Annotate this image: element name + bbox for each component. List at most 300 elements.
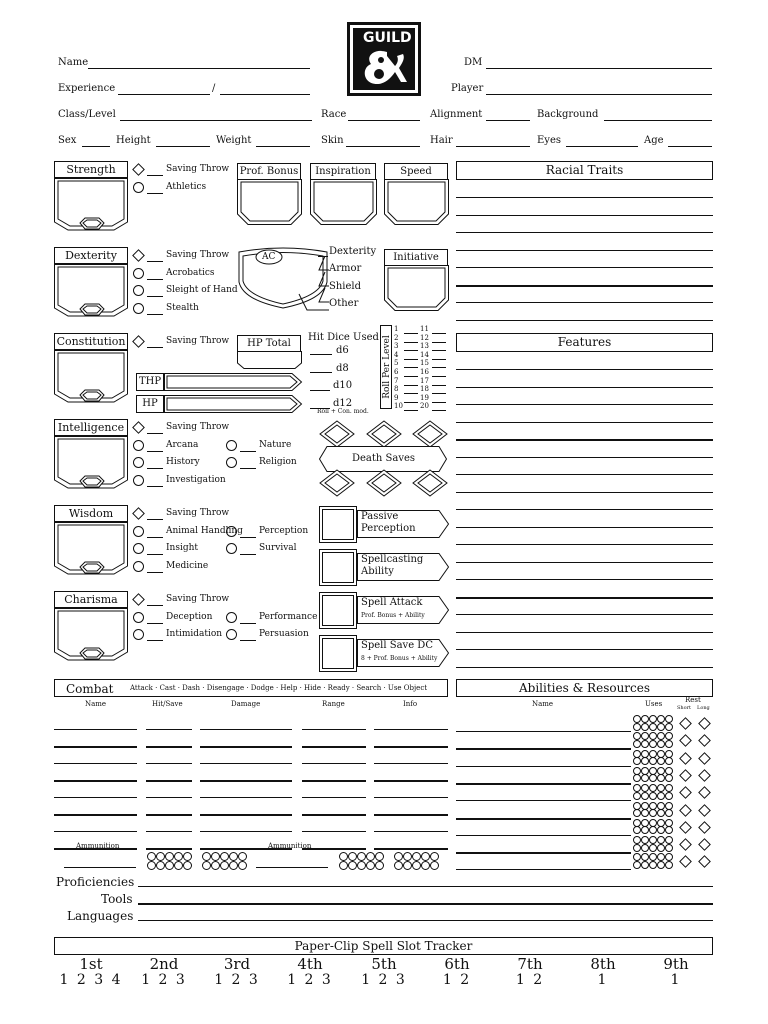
attack-cell[interactable] xyxy=(146,831,192,832)
long-rest-diamond[interactable] xyxy=(698,717,711,730)
thp-field[interactable] xyxy=(164,373,302,391)
level-roll-field[interactable] xyxy=(432,385,446,386)
use-circle[interactable] xyxy=(641,861,649,869)
attack-cell[interactable] xyxy=(200,780,292,782)
attack-cell[interactable] xyxy=(200,729,292,730)
attack-cell[interactable] xyxy=(200,831,292,832)
resource-name-line[interactable] xyxy=(456,869,631,870)
attack-cell[interactable] xyxy=(302,746,366,748)
death-save-diamond[interactable] xyxy=(366,420,402,448)
long-rest-diamond[interactable] xyxy=(698,804,711,817)
ammo-circle[interactable] xyxy=(238,852,247,861)
level-roll-field[interactable] xyxy=(404,402,418,403)
use-circle[interactable] xyxy=(633,774,641,782)
resource-name-line[interactable] xyxy=(456,852,631,854)
short-rest-diamond[interactable] xyxy=(679,786,692,799)
use-circle[interactable] xyxy=(633,784,641,792)
ammo-circle[interactable] xyxy=(183,852,192,861)
short-rest-diamond[interactable] xyxy=(679,752,692,765)
use-circle[interactable] xyxy=(657,792,665,800)
ammo-circle[interactable] xyxy=(403,852,412,861)
attack-cell[interactable] xyxy=(302,814,366,816)
attack-cell[interactable] xyxy=(146,780,192,782)
feature-line[interactable] xyxy=(456,632,713,633)
use-circle[interactable] xyxy=(657,826,665,834)
attack-cell[interactable] xyxy=(146,746,192,748)
save-proficiency-diamond[interactable] xyxy=(132,507,145,520)
skill-mod-field[interactable] xyxy=(147,605,163,606)
weight-field[interactable] xyxy=(256,146,310,147)
skill-mod-field[interactable] xyxy=(147,193,163,194)
ammo-circle[interactable] xyxy=(421,852,430,861)
attack-cell[interactable] xyxy=(146,814,192,816)
use-circle[interactable] xyxy=(641,826,649,834)
inspiration-field[interactable] xyxy=(310,179,377,225)
use-circle[interactable] xyxy=(641,723,649,731)
attack-cell[interactable] xyxy=(374,780,448,782)
use-circle[interactable] xyxy=(657,723,665,731)
save-proficiency-diamond[interactable] xyxy=(132,249,145,262)
ammo-circle[interactable] xyxy=(147,852,156,861)
player-field[interactable] xyxy=(486,94,712,95)
skill-mod-field[interactable] xyxy=(147,451,163,452)
racial-trait-line[interactable] xyxy=(456,320,713,321)
attack-cell[interactable] xyxy=(54,831,137,832)
use-circle[interactable] xyxy=(633,715,641,723)
experience-next-field[interactable] xyxy=(220,94,310,95)
race-field[interactable] xyxy=(348,120,420,121)
feature-line[interactable] xyxy=(456,474,713,475)
use-circle[interactable] xyxy=(641,715,649,723)
short-rest-diamond[interactable] xyxy=(679,821,692,834)
skill-mod-field[interactable] xyxy=(147,279,163,280)
name-field[interactable] xyxy=(88,68,310,69)
ammo-circle[interactable] xyxy=(430,861,439,870)
ammo-circle[interactable] xyxy=(174,861,183,870)
use-circle[interactable] xyxy=(665,792,673,800)
attack-cell[interactable] xyxy=(374,831,448,832)
use-circle[interactable] xyxy=(641,774,649,782)
use-circle[interactable] xyxy=(649,740,657,748)
ammo-circle[interactable] xyxy=(202,861,211,870)
use-circle[interactable] xyxy=(633,809,641,817)
long-rest-diamond[interactable] xyxy=(698,769,711,782)
ammo-circle[interactable] xyxy=(348,861,357,870)
use-circle[interactable] xyxy=(657,784,665,792)
save-proficiency-diamond[interactable] xyxy=(132,163,145,176)
spell-slot-numbers[interactable]: 1 2 3 xyxy=(361,972,407,988)
use-circle[interactable] xyxy=(649,826,657,834)
use-circle[interactable] xyxy=(633,792,641,800)
long-rest-diamond[interactable] xyxy=(698,856,711,869)
ammo-circle[interactable] xyxy=(357,852,366,861)
attack-cell[interactable] xyxy=(200,814,292,816)
skill-mod-field[interactable] xyxy=(147,433,163,434)
resource-name-line[interactable] xyxy=(456,818,631,820)
attack-cell[interactable] xyxy=(54,780,137,782)
feature-line[interactable] xyxy=(456,579,713,580)
skill-proficiency-circle[interactable] xyxy=(133,268,144,279)
use-circle[interactable] xyxy=(633,757,641,765)
use-circle[interactable] xyxy=(649,844,657,852)
ammo-circle[interactable] xyxy=(165,852,174,861)
skill-mod-field[interactable] xyxy=(147,468,163,469)
attack-cell[interactable] xyxy=(374,746,448,748)
skill-mod-field[interactable] xyxy=(240,451,256,452)
attack-cell[interactable] xyxy=(200,797,292,798)
attack-cell[interactable] xyxy=(374,848,448,850)
short-rest-diamond[interactable] xyxy=(679,734,692,747)
ammo-circle[interactable] xyxy=(412,861,421,870)
attack-cell[interactable] xyxy=(146,729,192,730)
use-circle[interactable] xyxy=(657,844,665,852)
skill-proficiency-circle[interactable] xyxy=(226,440,237,451)
ammo-circle[interactable] xyxy=(202,852,211,861)
skill-mod-field[interactable] xyxy=(147,314,163,315)
skill-mod-field[interactable] xyxy=(240,640,256,641)
long-rest-diamond[interactable] xyxy=(698,752,711,765)
experience-field[interactable] xyxy=(118,94,210,95)
level-roll-field[interactable] xyxy=(404,359,418,360)
skill-proficiency-circle[interactable] xyxy=(133,303,144,314)
long-rest-diamond[interactable] xyxy=(698,734,711,747)
use-circle[interactable] xyxy=(665,774,673,782)
prof-bonus-field[interactable] xyxy=(237,179,302,225)
level-roll-field[interactable] xyxy=(432,376,446,377)
use-circle[interactable] xyxy=(649,715,657,723)
feature-line[interactable] xyxy=(456,667,713,668)
ammo-circle[interactable] xyxy=(357,861,366,870)
long-rest-diamond[interactable] xyxy=(698,821,711,834)
feature-line[interactable] xyxy=(456,597,713,599)
ammo-circle[interactable] xyxy=(375,861,384,870)
short-rest-diamond[interactable] xyxy=(679,717,692,730)
ammo-circle[interactable] xyxy=(339,861,348,870)
use-circle[interactable] xyxy=(657,740,665,748)
use-circle[interactable] xyxy=(641,809,649,817)
ammo-circle[interactable] xyxy=(403,861,412,870)
use-circle[interactable] xyxy=(633,861,641,869)
use-circle[interactable] xyxy=(665,809,673,817)
feature-line[interactable] xyxy=(456,369,713,370)
skill-mod-field[interactable] xyxy=(240,468,256,469)
attack-cell[interactable] xyxy=(146,848,192,850)
spell-slot-numbers[interactable]: 1 2 xyxy=(515,972,545,988)
use-circle[interactable] xyxy=(649,836,657,844)
skill-mod-field[interactable] xyxy=(147,296,163,297)
use-circle[interactable] xyxy=(665,844,673,852)
ability-score-shield[interactable] xyxy=(54,264,130,322)
ammo-circle[interactable] xyxy=(156,852,165,861)
ammo-circle[interactable] xyxy=(348,852,357,861)
use-circle[interactable] xyxy=(649,757,657,765)
use-circle[interactable] xyxy=(665,757,673,765)
use-circle[interactable] xyxy=(641,740,649,748)
use-circle[interactable] xyxy=(633,723,641,731)
save-proficiency-diamond[interactable] xyxy=(132,421,145,434)
use-circle[interactable] xyxy=(657,809,665,817)
use-circle[interactable] xyxy=(665,861,673,869)
use-circle[interactable] xyxy=(657,774,665,782)
use-circle[interactable] xyxy=(665,740,673,748)
ammo-circle[interactable] xyxy=(147,861,156,870)
skill-mod-field[interactable] xyxy=(147,347,163,348)
use-circle[interactable] xyxy=(657,757,665,765)
resource-name-line[interactable] xyxy=(456,835,631,836)
level-roll-field[interactable] xyxy=(432,359,446,360)
spell-slot-numbers[interactable]: 1 2 xyxy=(442,972,472,988)
feature-line[interactable] xyxy=(456,387,713,388)
ammunition-field-2[interactable] xyxy=(256,867,328,868)
background-field[interactable] xyxy=(604,120,712,121)
death-save-diamond[interactable] xyxy=(319,469,355,497)
death-save-diamond[interactable] xyxy=(412,469,448,497)
racial-trait-line[interactable] xyxy=(456,250,713,251)
death-save-diamond[interactable] xyxy=(412,420,448,448)
resource-name-line[interactable] xyxy=(456,748,631,750)
ammo-circle[interactable] xyxy=(220,852,229,861)
ammo-circle[interactable] xyxy=(421,861,430,870)
skill-proficiency-circle[interactable] xyxy=(133,440,144,451)
attack-cell[interactable] xyxy=(302,797,366,798)
death-save-diamond[interactable] xyxy=(319,420,355,448)
use-circle[interactable] xyxy=(665,784,673,792)
resource-name-line[interactable] xyxy=(456,766,631,767)
tools-field[interactable] xyxy=(138,903,713,905)
skill-proficiency-circle[interactable] xyxy=(226,629,237,640)
use-circle[interactable] xyxy=(665,836,673,844)
ammo-circle[interactable] xyxy=(165,861,174,870)
ammo-circle[interactable] xyxy=(339,852,348,861)
use-circle[interactable] xyxy=(641,792,649,800)
short-rest-diamond[interactable] xyxy=(679,838,692,851)
ability-score-shield[interactable] xyxy=(54,350,130,408)
attack-cell[interactable] xyxy=(302,729,366,730)
feature-line[interactable] xyxy=(456,614,713,615)
ammo-circle[interactable] xyxy=(183,861,192,870)
attack-cell[interactable] xyxy=(146,763,192,764)
use-circle[interactable] xyxy=(633,826,641,834)
skill-mod-field[interactable] xyxy=(240,554,256,555)
attack-cell[interactable] xyxy=(302,763,366,764)
racial-trait-line[interactable] xyxy=(456,285,713,287)
use-circle[interactable] xyxy=(649,784,657,792)
ammo-circle[interactable] xyxy=(229,861,238,870)
skill-mod-field[interactable] xyxy=(147,640,163,641)
feature-line[interactable] xyxy=(456,422,713,423)
hp-total-field[interactable] xyxy=(237,351,302,369)
ammo-circle[interactable] xyxy=(430,852,439,861)
dm-field[interactable] xyxy=(486,68,712,69)
racial-trait-line[interactable] xyxy=(456,215,713,216)
use-circle[interactable] xyxy=(633,740,641,748)
level-roll-field[interactable] xyxy=(404,333,418,334)
skill-proficiency-circle[interactable] xyxy=(226,612,237,623)
skill-mod-field[interactable] xyxy=(147,623,163,624)
ability-score-shield[interactable] xyxy=(54,436,130,494)
skill-proficiency-circle[interactable] xyxy=(133,285,144,296)
level-roll-field[interactable] xyxy=(404,367,418,368)
use-circle[interactable] xyxy=(665,715,673,723)
sex-field[interactable] xyxy=(82,146,110,147)
use-circle[interactable] xyxy=(633,844,641,852)
skill-proficiency-circle[interactable] xyxy=(133,475,144,486)
short-rest-diamond[interactable] xyxy=(679,856,692,869)
ammunition-field-1[interactable] xyxy=(64,867,136,868)
resource-name-line[interactable] xyxy=(456,783,631,785)
save-proficiency-diamond[interactable] xyxy=(132,593,145,606)
skill-proficiency-circle[interactable] xyxy=(133,629,144,640)
save-proficiency-diamond[interactable] xyxy=(132,335,145,348)
attack-cell[interactable] xyxy=(374,729,448,730)
skill-proficiency-circle[interactable] xyxy=(133,526,144,537)
level-roll-field[interactable] xyxy=(404,410,418,411)
use-circle[interactable] xyxy=(641,757,649,765)
ability-score-shield[interactable] xyxy=(54,608,130,666)
ammo-circle[interactable] xyxy=(220,861,229,870)
ammo-circle[interactable] xyxy=(238,861,247,870)
skill-mod-field[interactable] xyxy=(240,537,256,538)
level-roll-field[interactable] xyxy=(404,385,418,386)
skill-mod-field[interactable] xyxy=(147,572,163,573)
level-roll-field[interactable] xyxy=(432,402,446,403)
spell-slot-numbers[interactable]: 1 2 3 xyxy=(214,972,260,988)
class-level-field[interactable] xyxy=(120,120,312,121)
racial-trait-line[interactable] xyxy=(456,232,713,233)
ammo-circle[interactable] xyxy=(229,852,238,861)
level-roll-field[interactable] xyxy=(432,333,446,334)
ability-score-shield[interactable] xyxy=(54,178,130,236)
feature-line[interactable] xyxy=(456,527,713,528)
racial-trait-line[interactable] xyxy=(456,197,713,198)
feature-line[interactable] xyxy=(456,404,713,405)
use-circle[interactable] xyxy=(649,809,657,817)
ability-score-shield[interactable] xyxy=(54,522,130,580)
eyes-field[interactable] xyxy=(566,146,638,147)
ammo-circle[interactable] xyxy=(394,861,403,870)
level-roll-field[interactable] xyxy=(404,393,418,394)
attack-cell[interactable] xyxy=(374,763,448,764)
use-circle[interactable] xyxy=(649,774,657,782)
feature-line[interactable] xyxy=(456,509,713,510)
resource-name-line[interactable] xyxy=(456,731,631,732)
use-circle[interactable] xyxy=(649,723,657,731)
level-roll-field[interactable] xyxy=(432,367,446,368)
level-roll-field[interactable] xyxy=(432,393,446,394)
attack-cell[interactable] xyxy=(302,848,366,850)
use-circle[interactable] xyxy=(641,844,649,852)
spell-slot-numbers[interactable]: 1 2 3 xyxy=(287,972,333,988)
skill-mod-field[interactable] xyxy=(147,486,163,487)
level-roll-field[interactable] xyxy=(404,350,418,351)
attack-cell[interactable] xyxy=(54,729,137,730)
level-roll-field[interactable] xyxy=(432,342,446,343)
attack-cell[interactable] xyxy=(374,814,448,816)
ammo-circle[interactable] xyxy=(366,852,375,861)
racial-trait-line[interactable] xyxy=(456,302,713,303)
feature-line[interactable] xyxy=(456,457,713,458)
proficiencies-field[interactable] xyxy=(138,886,713,887)
level-roll-field[interactable] xyxy=(432,350,446,351)
hp-field[interactable] xyxy=(164,395,302,413)
long-rest-diamond[interactable] xyxy=(698,786,711,799)
death-save-diamond[interactable] xyxy=(366,469,402,497)
languages-field[interactable] xyxy=(138,920,713,921)
spell-slot-numbers[interactable]: 1 xyxy=(670,972,682,988)
attack-cell[interactable] xyxy=(54,797,137,798)
skill-mod-field[interactable] xyxy=(240,623,256,624)
ammo-circle[interactable] xyxy=(366,861,375,870)
ammo-circle[interactable] xyxy=(174,852,183,861)
use-circle[interactable] xyxy=(657,836,665,844)
use-circle[interactable] xyxy=(641,836,649,844)
height-field[interactable] xyxy=(156,146,210,147)
attack-cell[interactable] xyxy=(302,780,366,782)
attack-cell[interactable] xyxy=(200,746,292,748)
feature-line[interactable] xyxy=(456,562,713,563)
skill-mod-field[interactable] xyxy=(147,175,163,176)
level-roll-field[interactable] xyxy=(404,342,418,343)
ammo-circle[interactable] xyxy=(211,861,220,870)
skill-mod-field[interactable] xyxy=(147,537,163,538)
skill-proficiency-circle[interactable] xyxy=(226,457,237,468)
skill-proficiency-circle[interactable] xyxy=(133,561,144,572)
feature-line[interactable] xyxy=(456,649,713,650)
hair-field[interactable] xyxy=(456,146,530,147)
speed-field[interactable] xyxy=(384,179,449,225)
attack-cell[interactable] xyxy=(54,814,137,816)
skin-field[interactable] xyxy=(346,146,420,147)
attack-cell[interactable] xyxy=(54,763,137,764)
use-circle[interactable] xyxy=(633,836,641,844)
skill-proficiency-circle[interactable] xyxy=(226,543,237,554)
skill-proficiency-circle[interactable] xyxy=(133,543,144,554)
use-circle[interactable] xyxy=(665,723,673,731)
skill-proficiency-circle[interactable] xyxy=(133,182,144,193)
ammo-circle[interactable] xyxy=(156,861,165,870)
resource-name-line[interactable] xyxy=(456,800,631,801)
use-circle[interactable] xyxy=(657,861,665,869)
attack-cell[interactable] xyxy=(302,831,366,832)
use-circle[interactable] xyxy=(649,792,657,800)
alignment-field[interactable] xyxy=(486,120,530,121)
spell-slot-numbers[interactable]: 1 xyxy=(597,972,609,988)
skill-proficiency-circle[interactable] xyxy=(226,526,237,537)
attack-cell[interactable] xyxy=(146,797,192,798)
feature-line[interactable] xyxy=(456,492,713,493)
age-field[interactable] xyxy=(668,146,712,147)
skill-proficiency-circle[interactable] xyxy=(133,457,144,468)
use-circle[interactable] xyxy=(641,784,649,792)
ammo-circle[interactable] xyxy=(211,852,220,861)
short-rest-diamond[interactable] xyxy=(679,769,692,782)
ammo-circle[interactable] xyxy=(394,852,403,861)
racial-trait-line[interactable] xyxy=(456,267,713,268)
spell-slot-numbers[interactable]: 1 2 3 xyxy=(141,972,187,988)
long-rest-diamond[interactable] xyxy=(698,838,711,851)
use-circle[interactable] xyxy=(665,826,673,834)
initiative-field[interactable] xyxy=(384,265,449,311)
level-roll-field[interactable] xyxy=(432,410,446,411)
skill-proficiency-circle[interactable] xyxy=(133,612,144,623)
level-roll-field[interactable] xyxy=(404,376,418,377)
short-rest-diamond[interactable] xyxy=(679,804,692,817)
spell-slot-numbers[interactable]: 1 2 3 4 xyxy=(59,972,123,988)
feature-line[interactable] xyxy=(456,544,713,545)
attack-cell[interactable] xyxy=(200,763,292,764)
attack-cell[interactable] xyxy=(374,797,448,798)
skill-mod-field[interactable] xyxy=(147,519,163,520)
